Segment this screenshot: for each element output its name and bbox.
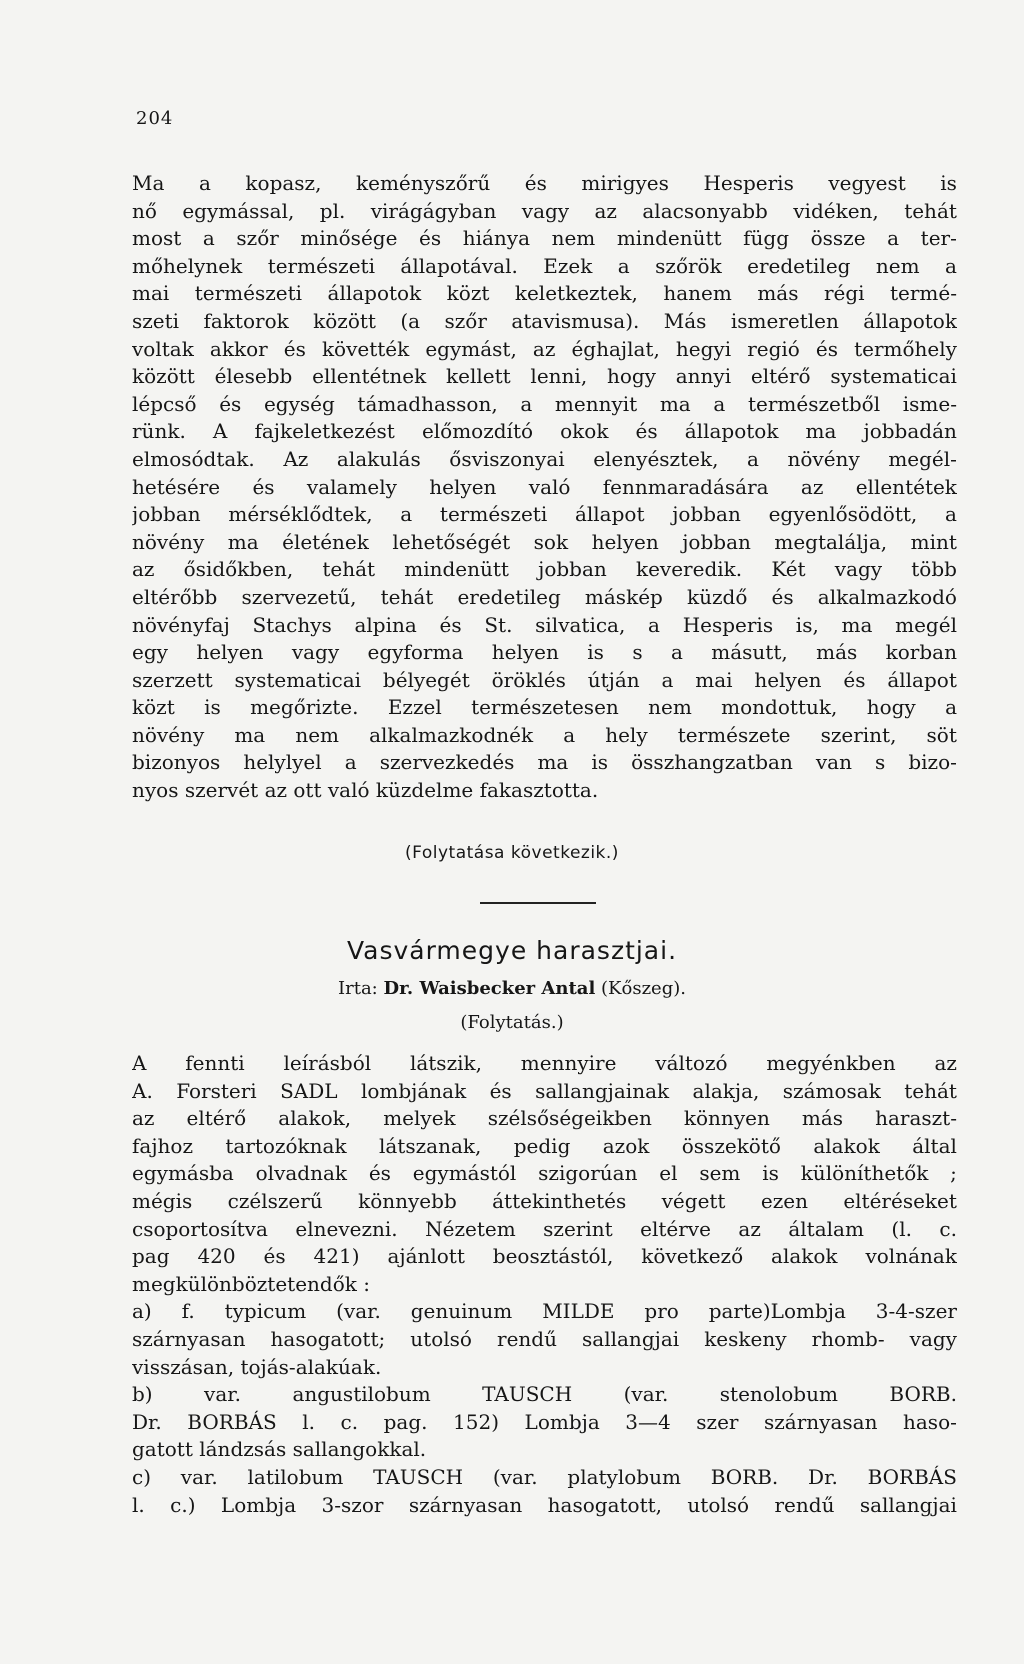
body-text-section-1 — [132, 170, 957, 805]
text-line: növény ma életének lehetőségét sok helyen jobban megtalálja, mint — [132, 529, 957, 554]
text-line: mőhelynek természeti állapotával. Ezek a szőrök eredetileg nem a — [132, 253, 957, 278]
text-line: szárnyasan hasogatott; utolsó rendű sallangjai keskeny rhomb- vagy — [132, 1326, 957, 1351]
continued-note: (Folytatása következik.) — [405, 843, 619, 863]
text-line: jobban mérséklődtek, a természeti állapot jobban egyenlősödött, a — [132, 502, 957, 527]
text-line: nyos szervét az ott való küzdelme fakasztotta. — [132, 778, 599, 803]
byline-place: (Kőszeg). — [601, 978, 686, 999]
text-line: hetésére és valamely helyen való fennmaradására az ellentétek — [132, 474, 957, 499]
page-number: 204 — [136, 108, 174, 129]
text-line: közt is megőrizte. Ezzel természetesen nem mondottuk, hogy a — [132, 695, 957, 720]
text-line: Ma a kopasz, keményszőrű és mirigyes Hesperis vegyest is — [132, 171, 957, 195]
text-line: mégis czélszerű könnyebb áttekinthetés végett ezen eltéréseket — [132, 1188, 957, 1213]
text-line: növényfaj Stachys alpina és St. silvatica, a Hesperis is, ma megél — [132, 612, 957, 637]
text-line: visszásan, tojás-alakúak. — [132, 1354, 382, 1379]
text-line: egy helyen vagy egyforma helyen is s a másutt, más korban — [132, 640, 957, 665]
article-title: Vasvármegye harasztjai. — [346, 936, 678, 965]
text-line: A fennti leírásból látszik, mennyire változó megyénkben az — [132, 1051, 957, 1075]
byline-author: Dr. Waisbecker Antal — [383, 978, 596, 999]
body-text-section-2 — [132, 1050, 957, 1519]
text-line: között élesebb ellentétnek kellett lenni, hogy annyi eltérő systematicai — [132, 364, 957, 389]
text-line: c) var. latilobum TAUSCH (var. platylobum BORB. Dr. BORBÁS — [132, 1464, 957, 1489]
text-line: pag 420 és 421) ajánlott beosztástól, következő alakok volnának — [132, 1244, 957, 1269]
text-line: az ősidőkben, tehát mindenütt jobban keveredik. Két vagy több — [132, 557, 957, 582]
text-line: A. Forsteri SADL lombjának és sallangjainak alakja, számosak tehát — [132, 1078, 957, 1103]
text-line: nő egymással, pl. virágágyban vagy az alacsonyabb vidéken, tehát — [132, 198, 957, 223]
text-line: lépcső és egység támadhasson, a mennyit ma a természetből isme- — [132, 391, 957, 416]
text-line: a) f. typicum (var. genuinum MILDE pro parte)Lombja 3-4-szer — [132, 1299, 957, 1324]
text-line: gatott lándzsás sallangokkal. — [132, 1437, 427, 1462]
text-line: szeti faktorok között (a szőr atavismusa). Más ismeretlen állapotok — [132, 308, 957, 333]
text-line: most a szőr minősége és hiánya nem mindenütt függ össze a ter- — [132, 226, 957, 251]
text-line: növény ma nem alkalmazkodnék a hely természete szerint, söt — [132, 722, 957, 747]
text-line: mai természeti állapotok közt keletkeztek, hanem más régi termé- — [132, 281, 957, 306]
text-line: b) var. angustilobum TAUSCH (var. stenolobum BORB. — [132, 1382, 957, 1407]
continuation-label: (Folytatás.) — [460, 1012, 564, 1033]
text-line: rünk. A fajkeletkezést előmozdító okok és állapotok ma jobbadán — [132, 419, 957, 444]
text-line: bizonyos helylyel a szervezkedés ma is összhangzatban van s bizo- — [132, 750, 957, 775]
text-line: eltérőbb szervezetű, tehát eredetileg máskép küzdő és alkalmazkodó — [132, 584, 957, 609]
text-line: l. c.) Lombja 3-szor szárnyasan hasogatott, utolsó rendű sallangjai — [132, 1492, 957, 1517]
text-line: fajhoz tartozóknak látszanak, pedig azok összekötő alakok által — [132, 1133, 957, 1158]
text-line: szerzett systematicai bélyegét öröklés útján a mai helyen és állapot — [132, 667, 957, 692]
text-line: megkülönböztetendők : — [132, 1271, 370, 1296]
text-line: voltak akkor és követték egymást, az éghajlat, hegyi regió és termőhely — [132, 336, 957, 361]
text-line: elmosódtak. Az alakulás ősviszonyai elenyésztek, a növény megél- — [132, 446, 957, 471]
byline-prefix: Irta: — [338, 978, 378, 999]
text-line: Dr. BORBÁS l. c. pag. 152) Lombja 3—4 szer szárnyasan haso- — [132, 1409, 957, 1434]
text-line: az eltérő alakok, melyek szélsőségeikben könnyen más haraszt- — [132, 1106, 957, 1131]
text-line: csoportosítva elnevezni. Nézetem szerint eltérve az általam (l. c. — [132, 1216, 957, 1241]
byline — [0, 978, 1024, 999]
section-divider — [480, 902, 596, 904]
text-line: egymásba olvadnak és egymástól szigorúan el sem is különíthetők ; — [132, 1161, 957, 1186]
